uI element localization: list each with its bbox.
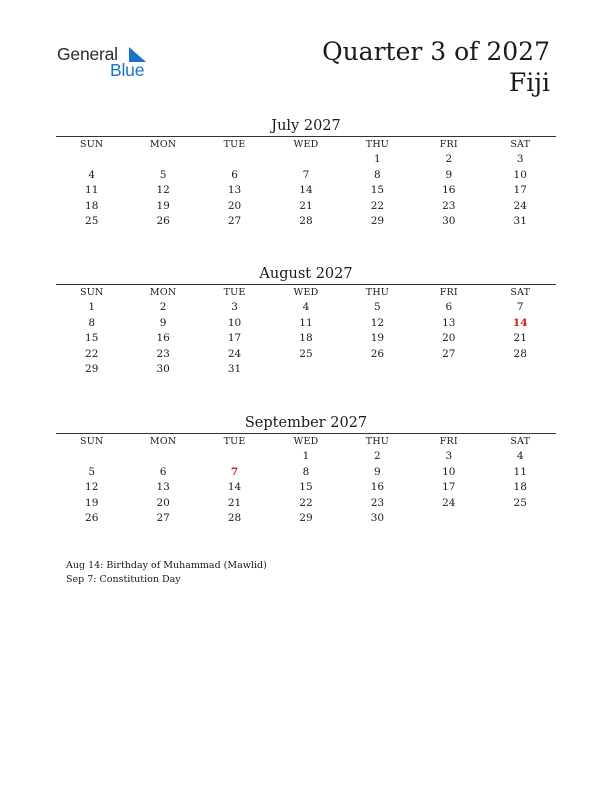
day-cell: 1 <box>88 301 96 313</box>
day-cell: 6 <box>231 168 238 181</box>
day-cell: 19 <box>156 199 170 212</box>
calendar-grid <box>56 137 556 230</box>
day-cell: 2 <box>374 450 381 462</box>
day-cell: 30 <box>442 215 456 228</box>
weekday-header: WED <box>293 139 319 150</box>
holiday-day-cell: 14 <box>512 316 528 329</box>
day-cell: 20 <box>442 332 456 345</box>
weekday-header: SUN <box>79 436 104 447</box>
day-cell: 5 <box>159 168 167 181</box>
weekday-header: MON <box>149 139 177 150</box>
day-cell: 25 <box>513 496 527 509</box>
day-cell: 13 <box>156 481 170 494</box>
day-cell: 2 <box>445 153 453 165</box>
day-cell: 18 <box>513 481 527 494</box>
empty-day-cell <box>56 152 127 168</box>
day-cell: 3 <box>445 450 453 462</box>
day-cell: 3 <box>516 153 524 165</box>
weekday-header: THU <box>365 436 390 447</box>
holiday-note: Aug 14: Birthday of Muhammad (Mawlid) <box>66 560 267 571</box>
day-cell: 1 <box>302 450 310 462</box>
day-cell: 4 <box>88 168 96 181</box>
day-cell: 11 <box>513 465 527 478</box>
month-calendar-august <box>56 264 556 378</box>
weekday-header: SUN <box>79 287 104 298</box>
empty-day-cell <box>127 152 198 168</box>
empty-day-cell <box>56 449 127 465</box>
weekday-header: WED <box>293 287 319 298</box>
weekday-header: SAT <box>510 436 531 447</box>
day-cell: 30 <box>156 363 170 376</box>
brand-logo <box>57 44 157 84</box>
day-cell: 25 <box>299 347 313 360</box>
holiday-notes <box>66 559 267 586</box>
day-cell: 10 <box>442 465 456 478</box>
day-cell: 27 <box>156 512 170 525</box>
day-cell: 14 <box>299 184 313 197</box>
day-cell: 18 <box>299 332 313 345</box>
day-cell: 15 <box>299 481 313 494</box>
day-cell: 29 <box>370 215 385 228</box>
country-title: Fiji <box>508 68 550 97</box>
day-cell: 22 <box>299 496 313 509</box>
weekday-header: FRI <box>439 287 458 298</box>
day-cell: 16 <box>370 481 385 494</box>
day-cell: 5 <box>374 301 381 313</box>
day-cell: 22 <box>370 199 385 212</box>
day-cell: 3 <box>231 301 238 313</box>
logo-word-blue: Blue <box>110 60 145 80</box>
weekday-header: WED <box>293 436 319 447</box>
day-cell: 27 <box>442 347 456 360</box>
day-cell: 8 <box>88 316 96 329</box>
day-cell: 23 <box>442 199 456 212</box>
weekday-header: TUE <box>223 436 246 447</box>
day-cell: 1 <box>374 153 381 165</box>
day-cell: 28 <box>299 215 313 228</box>
day-cell: 10 <box>227 316 242 329</box>
month-title: September 2027 <box>244 415 368 431</box>
day-cell: 10 <box>513 168 527 181</box>
day-cell: 11 <box>299 316 313 329</box>
day-cell: 12 <box>370 316 385 329</box>
month-calendar-september <box>56 413 556 527</box>
empty-day-cell <box>270 152 341 168</box>
weekday-header: THU <box>365 287 390 298</box>
weekday-header: TUE <box>223 287 246 298</box>
day-cell: 16 <box>442 184 456 197</box>
day-cell: 17 <box>227 332 242 345</box>
day-cell: 6 <box>445 301 453 313</box>
day-cell: 12 <box>156 184 170 197</box>
day-cell: 27 <box>227 215 242 228</box>
day-cell: 26 <box>370 347 385 360</box>
day-cell: 18 <box>85 199 99 212</box>
day-cell: 16 <box>156 332 170 345</box>
day-cell: 12 <box>85 481 99 494</box>
day-cell: 9 <box>445 168 453 181</box>
day-cell: 22 <box>85 347 99 360</box>
month-title: August 2027 <box>259 266 353 282</box>
day-cell: 9 <box>159 316 167 329</box>
calendar-grid <box>56 285 556 378</box>
day-cell: 13 <box>442 316 456 329</box>
day-cell: 30 <box>370 512 385 525</box>
day-cell: 24 <box>513 199 527 212</box>
day-cell: 7 <box>302 168 310 181</box>
day-cell: 11 <box>85 184 99 197</box>
day-cell: 15 <box>85 332 99 345</box>
day-cell: 25 <box>85 215 99 228</box>
weekday-header: MON <box>149 436 177 447</box>
day-cell: 20 <box>156 496 170 509</box>
day-cell: 4 <box>516 450 524 462</box>
calendar-grid <box>56 434 556 527</box>
day-cell: 29 <box>299 512 313 525</box>
day-cell: 29 <box>85 363 99 376</box>
weekday-header: FRI <box>439 139 458 150</box>
day-cell: 2 <box>159 301 167 313</box>
weekday-header: TUE <box>223 139 246 150</box>
day-cell: 8 <box>374 168 381 181</box>
day-cell: 24 <box>227 347 242 360</box>
day-cell: 15 <box>370 184 385 197</box>
day-cell: 24 <box>442 496 456 509</box>
day-cell: 20 <box>227 199 242 212</box>
day-cell: 19 <box>85 496 99 509</box>
day-cell: 5 <box>88 465 96 478</box>
weekday-header: FRI <box>439 436 458 447</box>
weekday-header: SUN <box>79 139 104 150</box>
empty-day-cell <box>199 449 270 465</box>
weekday-header: MON <box>149 287 177 298</box>
day-cell: 9 <box>374 465 381 478</box>
day-cell: 6 <box>159 465 167 478</box>
logo-word-general: General <box>57 44 118 64</box>
day-cell: 19 <box>370 332 385 345</box>
holiday-day-cell: 7 <box>230 465 239 478</box>
day-cell: 21 <box>227 496 242 509</box>
empty-day-cell <box>127 449 198 465</box>
day-cell: 4 <box>302 301 310 313</box>
quarter-title: Quarter 3 of 2027 <box>322 37 550 66</box>
day-cell: 26 <box>85 512 99 525</box>
day-cell: 26 <box>156 215 170 228</box>
day-cell: 21 <box>513 332 527 345</box>
day-cell: 13 <box>227 184 242 197</box>
page-title <box>322 36 550 98</box>
weekday-header: THU <box>365 139 390 150</box>
month-title: July 2027 <box>271 118 341 134</box>
day-cell: 28 <box>227 512 242 525</box>
day-cell: 21 <box>299 199 313 212</box>
day-cell: 7 <box>516 301 524 313</box>
day-cell: 14 <box>227 481 242 494</box>
day-cell: 17 <box>442 481 456 494</box>
weekday-header: SAT <box>510 287 531 298</box>
empty-day-cell <box>199 152 270 168</box>
day-cell: 23 <box>156 347 170 360</box>
day-cell: 31 <box>513 215 527 228</box>
holiday-note: Sep 7: Constitution Day <box>66 573 181 585</box>
day-cell: 31 <box>227 363 242 376</box>
day-cell: 17 <box>513 184 527 197</box>
day-cell: 23 <box>370 496 385 509</box>
day-cell: 28 <box>513 347 527 360</box>
day-cell: 8 <box>302 465 310 478</box>
weekday-header: SAT <box>510 139 531 150</box>
month-calendar-july <box>56 116 556 230</box>
